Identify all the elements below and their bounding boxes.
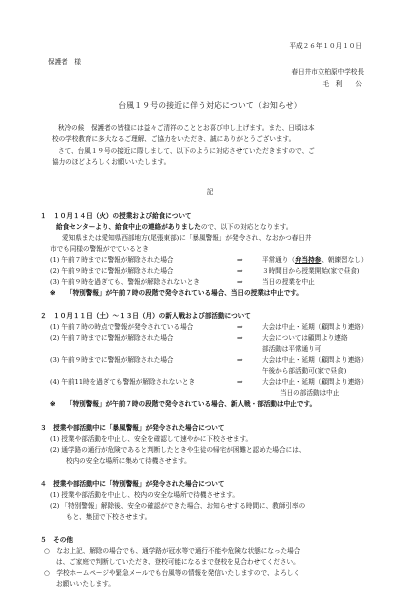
s2-item-4-result: 大会は中止・延期（顧問より連絡） (262, 378, 368, 386)
s4-item-2-cont: もと、集団で下校させます。 (66, 513, 152, 521)
other-line: ○ なお上記、解除の場合でも、通学路が冠水等で通行不能や危険な状態になった場合 (44, 547, 301, 555)
s1-item-1-result: 平常通り（弁当持参、朝練習なし） (262, 256, 368, 264)
section-1-note: 「特別警報」が午前７時の段階で発令されている場合、当日の授業は中止です。 (66, 289, 303, 297)
s2-item-3-sub: 午後から部活動可(家で昼食) (262, 367, 347, 375)
arrow-icon: ⇒ (237, 356, 243, 364)
s1-item-3-label: (3) 午前９時を過ぎても、警報が解除されないとき (50, 278, 200, 286)
other-line: は、ご家庭で判断していただき、登校可能になるまで登校を見合わせてください。 (56, 558, 300, 566)
section-4-heading: ４ 授業や部活動中に「特別警報」が発令された場合について (40, 480, 225, 488)
school-name: 春日井市立柏原中学校長 (291, 68, 364, 76)
note-mark: ※ (50, 289, 56, 297)
s1-item-2-label: (2) 午前９時までに警報が解除された場合 (50, 267, 174, 275)
notice-rest: ので、以下の対応となります。 (200, 223, 293, 231)
intro-line: 協力のほどよろしくお願いいたします。 (52, 158, 171, 166)
arrow-icon: ⇒ (237, 323, 243, 331)
arrow-icon: ⇒ (237, 256, 243, 264)
principal-name: 毛 利 公 (322, 80, 362, 88)
date: 平成２６年１０月１０日 (289, 42, 362, 50)
other-line: ○ 学校ホームページや緊急メールでも台風等の情報を発信いたしますので、よろしく (44, 569, 300, 577)
s2-item-4-label: (4) 午前11時を過ぎても警報が解除されないとき (50, 378, 196, 386)
arrow-icon: ⇒ (237, 267, 243, 275)
lunch-cancel-notice: 給食センターより、給食中止の連絡がありました (56, 223, 201, 231)
s2-item-2-sub: 部活動は平常通り可 (262, 345, 322, 353)
section-1-notice (56, 223, 292, 232)
s3-item-1: (1) 授業や部活動を中止し、安全を確認して速やかに下校させます。 (50, 435, 253, 443)
intro-line: 秋冷の候 保護者の皆様には益々ご清祥のこととお喜び申し上げます。また、日頃は本 (58, 124, 315, 132)
s2-item-4-sub: 当日の部活動は中止 (280, 389, 340, 397)
s1-item-1-label: (1) 午前７時までに警報が解除された場合 (50, 256, 174, 264)
intro-line: 校の学校教育に多大なるご理解、ご協力をいただき、誠にありがとうございます。 (52, 135, 296, 143)
section-1-body: 市でも同様の警報がでているとき (50, 245, 149, 253)
ki-marker: 記 (206, 188, 214, 196)
s2-item-3-label: (3) 午前９時までに警報が解除された場合 (50, 356, 174, 364)
s2-item-2-result: 大会については顧問より連絡 (262, 334, 348, 342)
s1-item-3-result: 当日の授業を中止 (262, 278, 315, 286)
s4-item-1: (1) 授業や部活動を中止し、校内の安全な場所で待機させます。 (50, 491, 239, 499)
intro-line: さて、台風１９号の接近に際しまして、以下のように対応させていただきますので、ご (58, 147, 315, 155)
section-1-body: 愛知県または愛知県西部地方(尾張東部)に「暴風警報」が発令され、なおかつ春日井 (62, 234, 312, 242)
arrow-icon: ⇒ (237, 278, 243, 286)
note-mark: ※ (50, 400, 56, 408)
recipient: 保護者 様 (48, 58, 81, 66)
s3-item-2-cont: 校内の安全な場所に集めて待機させます。 (66, 457, 191, 465)
s3-item-2: (2) 通学路の通行が危険であると判断したときや生徒の帰宅が困難と認めた場合には、 (50, 446, 306, 454)
arrow-icon: ⇒ (237, 334, 243, 342)
section-1-heading: １ １０月１４日（火）の授業および給食について (40, 212, 192, 220)
section-2-note: 「特別警報」が午前７時の段階で発令されている場合、新人戦・部活動は中止です。 (66, 400, 317, 408)
s2-item-2-label: (2) 午前７時までに警報が解除された場合 (50, 334, 174, 342)
section-3-heading: ３ 授業や部活動中に「暴風警報」が発令された場合について (40, 424, 225, 432)
s1-item-2-result: ３時間目から授業開始(家で昼食) (262, 267, 360, 275)
s4-item-2: (2) 「特別警報」解除後、安全の確認ができた場合、お知らせする時間に、教師引率の (50, 502, 306, 510)
s2-item-1-label: (1) 午前７時の時点で警報が発令されている場合 (50, 323, 194, 331)
s2-item-1-result: 大会は中止・延期（顧問より連絡） (262, 323, 368, 331)
section-2-heading: ２ １０月１１日（土）～１３日（月）の新人戦および部活動について (40, 312, 251, 320)
section-5-heading: ５ その他 (40, 536, 73, 544)
arrow-icon: ⇒ (237, 378, 243, 386)
bento-label: 弁当持参 (294, 256, 322, 264)
s2-item-3-result: 大会は中止・延期（顧問より連絡） (262, 356, 368, 364)
other-line: お願いいたします。 (56, 580, 115, 588)
page-title: 台風１９号の接近に伴う対応について（お知らせ） (118, 101, 302, 110)
